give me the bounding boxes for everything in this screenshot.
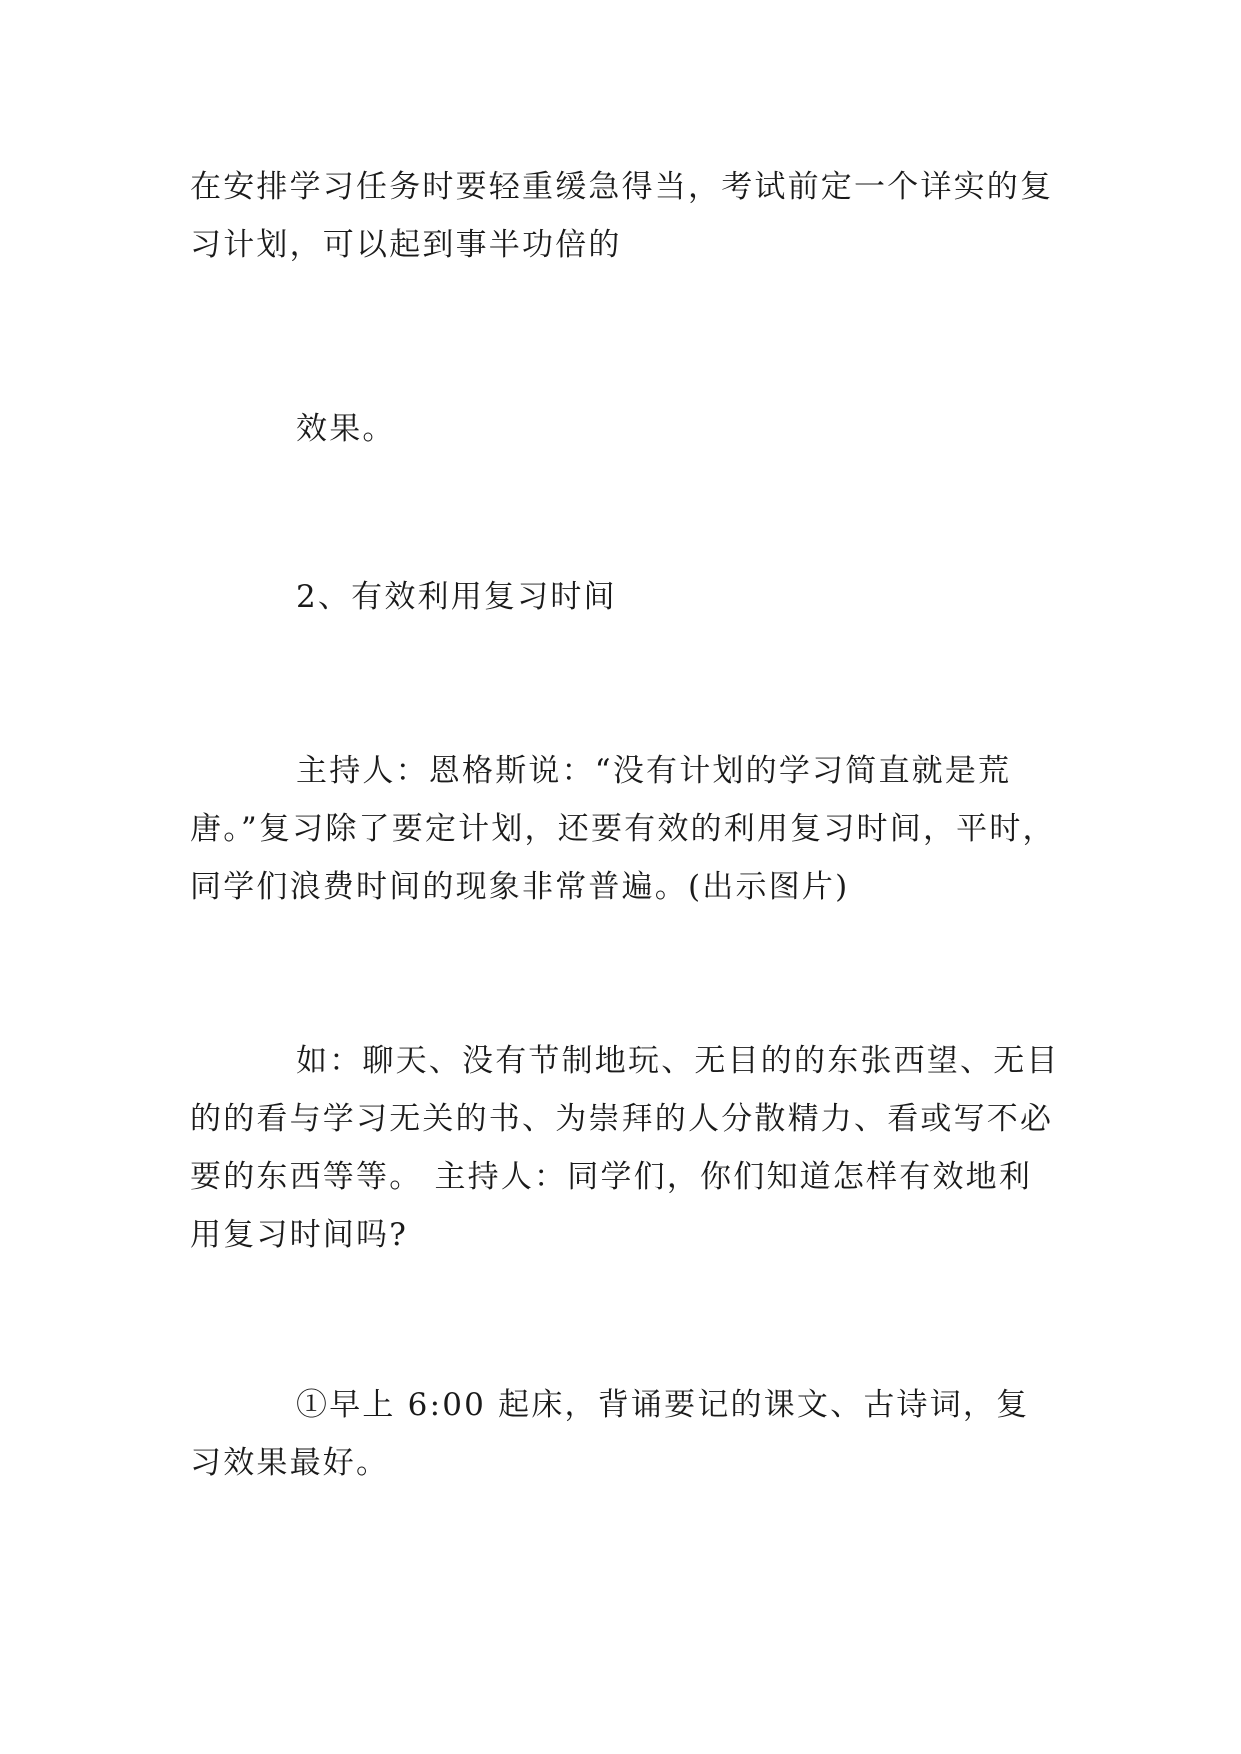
paragraph-effect: 效果。: [296, 411, 396, 447]
section-heading-use-review-time: 2、有效利用复习时间: [296, 579, 617, 615]
paragraph-morning-review-tip: ①早上 6:00 起床，背诵要记的课文、古诗词，复习效果最好。: [190, 1387, 1030, 1481]
paragraph-plan-advice: 在安排学习任务时要轻重缓急得当，考试前定一个详实的复习计划，可以起到事半功倍的: [190, 169, 1054, 263]
paragraph-host-engels-quote: 主持人：恩格斯说：“没有计划的学习简直就是荒唐。”复习除了要定计划，还要有效的利用复习时间，平时，同学们浪费时间的现象非常普遍。(出示图片): [190, 753, 1056, 905]
paragraph-time-wasting-examples: 如：聊天、没有节制地玩、无目的的东张西望、无目的的看与学习无关的书、为崇拜的人分散精力、看或写不必要的东西等等。 主持人：同学们，你们知道怎样有效地利用复习时间吗?: [190, 1043, 1060, 1253]
